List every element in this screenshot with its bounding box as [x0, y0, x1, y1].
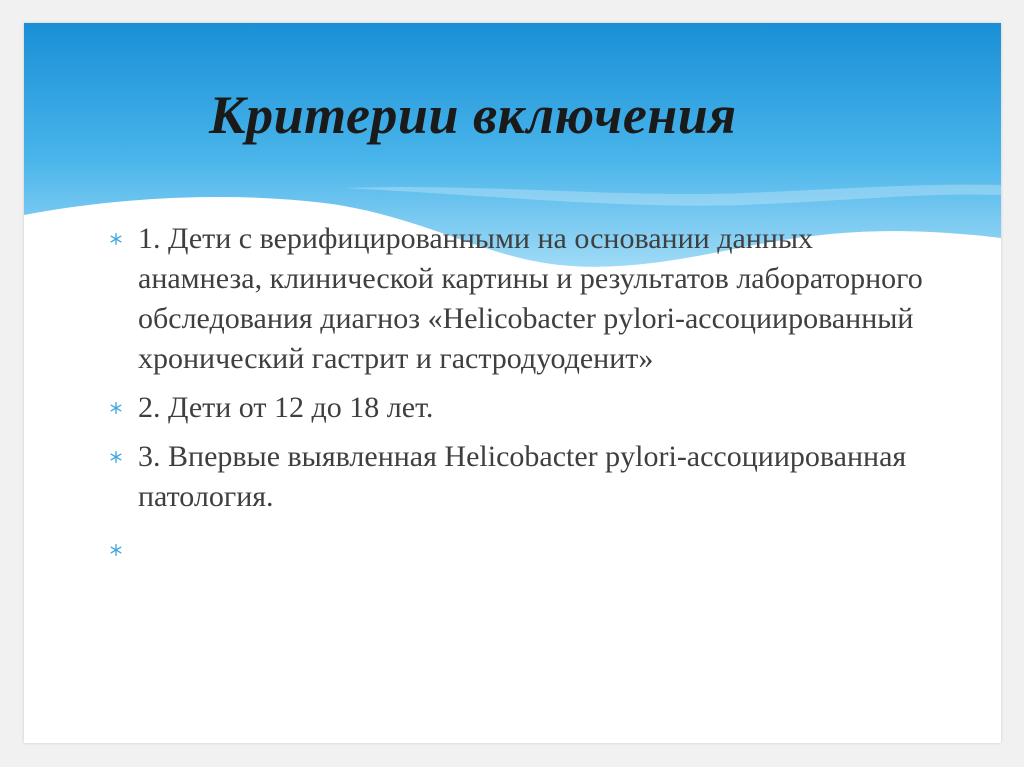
bullet-item-1: [107, 219, 927, 379]
bullet-list: [107, 219, 927, 579]
slide: [24, 23, 1001, 743]
bullet-text: 2. Дети от 12 до 18 лет.: [138, 391, 434, 424]
asterisk-icon: [107, 219, 125, 259]
asterisk-icon: [107, 388, 125, 428]
bullet-text: 1. Дети с верифицированными на основании данных анамнеза, клинической картины и результатов лабораторного обследования диагноз «Helicobacter pylori-ассоциированный хронический гастрит и гастродуоденит»: [138, 222, 923, 375]
asterisk-icon: [107, 530, 125, 570]
bullet-item-3: [107, 437, 927, 517]
bullet-item-4: [107, 530, 927, 570]
bullet-item-2: [107, 388, 927, 428]
bullet-text: 3. Впервые выявленная Helicobacter pylori-ассоциированная патология.: [138, 440, 907, 513]
slide-title: Критерии включения: [209, 85, 737, 145]
asterisk-icon: [107, 437, 125, 477]
